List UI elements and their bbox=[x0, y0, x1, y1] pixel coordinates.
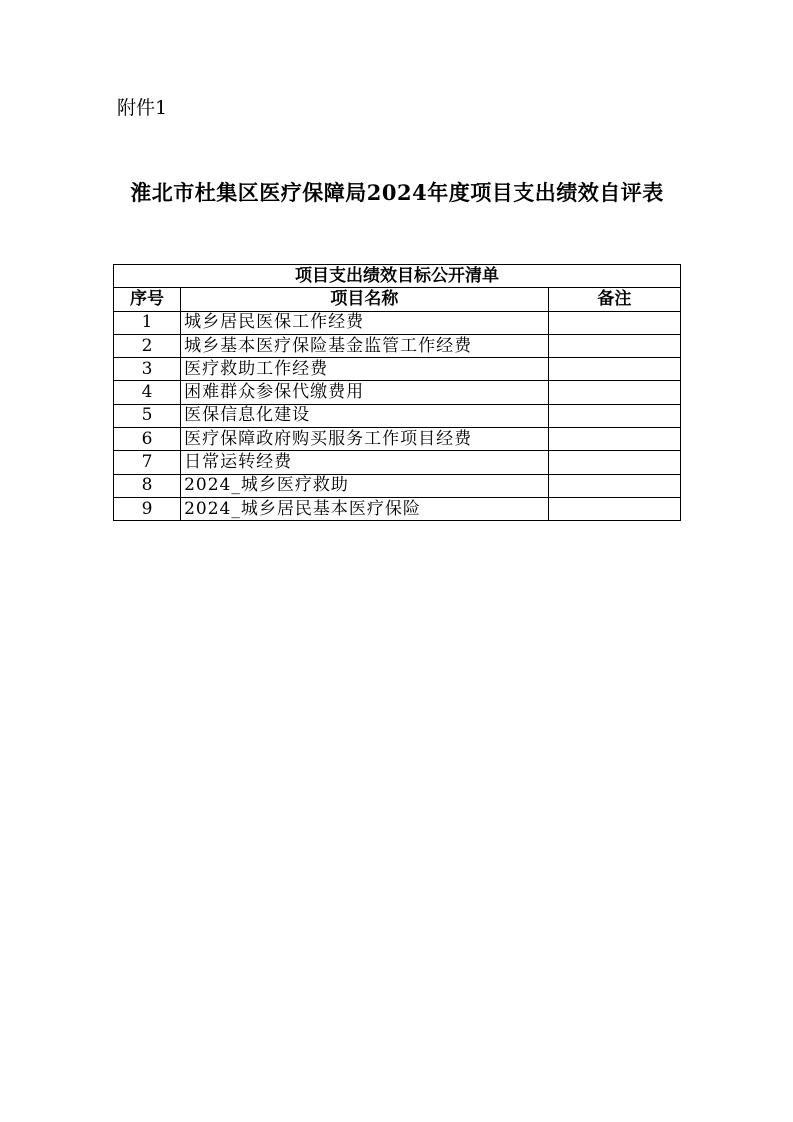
row-no: 2 bbox=[114, 334, 181, 357]
header-note: 备注 bbox=[548, 288, 680, 311]
row-no: 7 bbox=[114, 451, 181, 474]
table-row bbox=[114, 358, 681, 381]
row-no: 8 bbox=[114, 474, 181, 497]
row-name: 2024_城乡医疗救助 bbox=[181, 474, 549, 497]
row-note bbox=[548, 451, 680, 474]
row-no: 1 bbox=[114, 311, 181, 334]
table-row bbox=[114, 311, 681, 334]
row-note bbox=[548, 428, 680, 451]
table-row bbox=[114, 381, 681, 404]
row-name: 城乡居民医保工作经费 bbox=[181, 311, 549, 334]
table-row bbox=[114, 474, 681, 497]
page-title: 淮北市杜集区医疗保障局2024年度项目支出绩效自评表 bbox=[130, 180, 664, 205]
row-note bbox=[548, 474, 680, 497]
header-name: 项目名称 bbox=[181, 288, 549, 311]
row-name: 城乡基本医疗保险基金监管工作经费 bbox=[181, 334, 549, 357]
row-name: 医保信息化建设 bbox=[181, 404, 549, 427]
row-no: 4 bbox=[114, 381, 181, 404]
row-no: 9 bbox=[114, 497, 181, 520]
table-header-row bbox=[114, 288, 681, 311]
row-no: 6 bbox=[114, 428, 181, 451]
row-name: 日常运转经费 bbox=[181, 451, 549, 474]
row-no: 5 bbox=[114, 404, 181, 427]
attachment-label: 附件1 bbox=[117, 97, 168, 119]
table-row bbox=[114, 451, 681, 474]
row-name: 医疗保障政府购买服务工作项目经费 bbox=[181, 428, 549, 451]
row-name: 医疗救助工作经费 bbox=[181, 358, 549, 381]
table-row bbox=[114, 404, 681, 427]
row-note bbox=[548, 404, 680, 427]
table-caption: 项目支出绩效目标公开清单 bbox=[114, 265, 681, 288]
row-note bbox=[548, 334, 680, 357]
project-list-table bbox=[113, 264, 681, 521]
row-no: 3 bbox=[114, 358, 181, 381]
row-note bbox=[548, 497, 680, 520]
row-name: 困难群众参保代缴费用 bbox=[181, 381, 549, 404]
table-caption-row bbox=[114, 265, 681, 288]
table-row bbox=[114, 428, 681, 451]
row-note bbox=[548, 381, 680, 404]
table-row bbox=[114, 334, 681, 357]
row-name: 2024_城乡居民基本医疗保险 bbox=[181, 497, 549, 520]
header-no: 序号 bbox=[114, 288, 181, 311]
table-row bbox=[114, 497, 681, 520]
row-note bbox=[548, 311, 680, 334]
row-note bbox=[548, 358, 680, 381]
